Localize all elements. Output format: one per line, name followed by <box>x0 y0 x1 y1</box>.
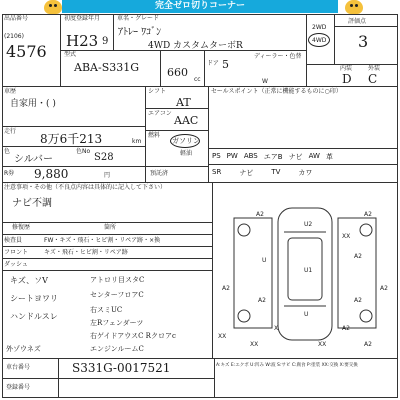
damage-mark: XX <box>342 233 351 240</box>
recycle-unit: 円 <box>104 172 111 179</box>
interior-label: 内装 <box>340 65 353 72</box>
equip-navi2: ナビ <box>239 169 254 177</box>
sales-point-label: セールスポイント（正常に機能するものに○印） <box>211 88 342 95</box>
note-5: センターフロアC <box>90 291 144 299</box>
damage-mark: XX <box>218 333 227 340</box>
ac-label: エアコン <box>148 110 172 117</box>
fuel-diesel: 軽油 <box>180 150 193 157</box>
note-2: シートヨワリ <box>10 294 58 303</box>
chassis-label: 車台番号 <box>6 364 31 371</box>
wheel-fr <box>360 224 372 236</box>
cc-value: 660 <box>167 66 188 79</box>
damage-mark: A2 <box>354 297 362 304</box>
equip-ps: PS <box>212 152 221 160</box>
damage-mark: A2 <box>364 211 372 218</box>
front-items: キズ・飛石・ヒビ割・リペア跡 <box>44 249 128 256</box>
damage-mark: A2 <box>364 341 372 348</box>
equip-sr: SR <box>212 168 222 176</box>
equip-pw: PW <box>226 152 238 160</box>
front-label: フロント <box>4 249 29 256</box>
note-6: 右スミUC <box>90 306 123 314</box>
dealer-label: ディーラー・色替 <box>254 53 302 60</box>
recycle-tag: 預託済 <box>150 170 169 177</box>
cc-unit: cc <box>194 76 201 83</box>
damage-mark: U2 <box>304 221 313 228</box>
mascot-icon-left <box>44 0 62 14</box>
fuel-value: ガソリン <box>172 137 200 145</box>
reg-month: 9 <box>102 36 109 47</box>
damage-mark: XX <box>318 341 327 348</box>
fuel-label: 燃料 <box>148 132 161 139</box>
equip-aw: AW <box>308 152 320 160</box>
equip-row-2 <box>212 168 392 178</box>
damage-mark: A2 <box>222 285 230 292</box>
damage-mark: XX <box>250 341 259 348</box>
exterior-grade: C <box>368 72 378 86</box>
damage-mark: A2 <box>256 211 264 218</box>
doors-value: 5 <box>222 58 229 71</box>
type-value: ABA-S331G <box>74 61 140 74</box>
damage-mark: A2 <box>258 297 266 304</box>
damage-mark: U1 <box>304 267 313 274</box>
dash-label: ダッシュ <box>4 261 28 268</box>
note-8: 右ゲイドアウスC Rクロアc <box>90 332 176 340</box>
history-value: 自家用・( ) <box>10 99 56 109</box>
car-damage-diagram <box>214 198 396 354</box>
note-4: アトロリ目スタC <box>90 276 145 284</box>
w-label: W <box>262 78 268 85</box>
wheel-fl <box>238 224 250 236</box>
interior-grade: D <box>342 72 352 86</box>
recycle-label: R券 <box>4 170 15 177</box>
color-label: 色 <box>4 148 11 155</box>
type-label: 型式 <box>64 51 77 58</box>
reg-number-label: 登録番号 <box>6 384 31 391</box>
remark-navi: ナビ不調 <box>12 198 52 209</box>
damage-mark: A2 <box>380 285 388 292</box>
reg-year: H23 <box>66 32 99 50</box>
damage-legend: A:キズ E:エクボ U:凹み W:波 S:サビ C:腐食 P:塗装 XX:交換 X:要交換 <box>216 363 358 368</box>
corner-banner: 完全ゼロ切りコーナー <box>62 0 338 13</box>
lot-label: 出品番号 <box>4 15 29 22</box>
model-label: 車名・グレード <box>117 15 160 22</box>
drive-4wd: 4WD <box>312 37 327 44</box>
mileage-unit: km <box>132 138 142 145</box>
damage-mark: A2 <box>354 253 362 260</box>
shift-value: AT <box>176 96 191 109</box>
equip-kawa: カワ <box>298 169 313 177</box>
score-label: 評価点 <box>348 18 367 25</box>
history-label: 車歴 <box>4 88 17 95</box>
repair-label: 修復歴 <box>12 224 31 231</box>
equip-row-1 <box>212 152 392 162</box>
inspector-label: 検査員 <box>4 237 23 244</box>
chassis-number: S331G-0017521 <box>72 361 171 375</box>
color-no-label: 色No <box>76 148 91 155</box>
equip-tv: TV <box>271 168 281 176</box>
car-grade: 4WD カスタムターボR <box>148 41 243 51</box>
note-7: 左Rフェンダーツ <box>90 319 144 327</box>
exterior-label: 外装 <box>368 65 381 72</box>
lot-number: 4576 <box>6 42 47 61</box>
first-reg-label: 初度登録年月 <box>64 15 101 22</box>
wheel-rl <box>238 310 250 322</box>
note-9: エンジンルームC <box>90 345 144 353</box>
color-value: シルバー <box>14 154 54 165</box>
damage-mark: A2 <box>342 325 350 332</box>
mileage-value: 8万6千213 <box>40 132 103 146</box>
note-1: キズ、ソV <box>10 276 48 285</box>
note-10: 外ゾウネズ <box>6 345 41 353</box>
equip-abs: ABS <box>243 152 258 160</box>
doors-label: ドア <box>207 60 219 67</box>
inspector-items: FW・キズ・飛石・ヒビ割・リペア跡・×換 <box>44 237 161 244</box>
note-3: ハンドルスレ <box>10 312 58 321</box>
mascot-icon-right <box>345 0 363 14</box>
shift-label: シフト <box>148 88 167 95</box>
damage-mark: U <box>262 257 267 264</box>
equip-airbag: エアB <box>263 153 283 161</box>
remarks-label: 注意事項・その他（不良点内容は具体的に記入して下さい） <box>4 184 167 191</box>
ac-value: AAC <box>174 114 199 127</box>
repair-spot: 箇所 <box>104 224 117 231</box>
equip-navi: ナビ <box>288 153 303 161</box>
equip-leather: 革 <box>325 153 333 161</box>
mileage-label: 走行 <box>4 128 17 135</box>
damage-mark: U <box>304 311 309 318</box>
damage-mark: X <box>274 325 279 332</box>
score-value: 3 <box>358 32 369 51</box>
recycle-value: 9,880 <box>34 167 69 181</box>
car-name: ｱﾄﾚｰ ﾜｺﾞﾝ <box>118 27 162 38</box>
drive-2wd: 2WD <box>312 24 327 31</box>
color-no-value: S28 <box>94 152 114 163</box>
wheel-rr <box>360 310 372 322</box>
lot-code: (2106) <box>4 33 24 40</box>
